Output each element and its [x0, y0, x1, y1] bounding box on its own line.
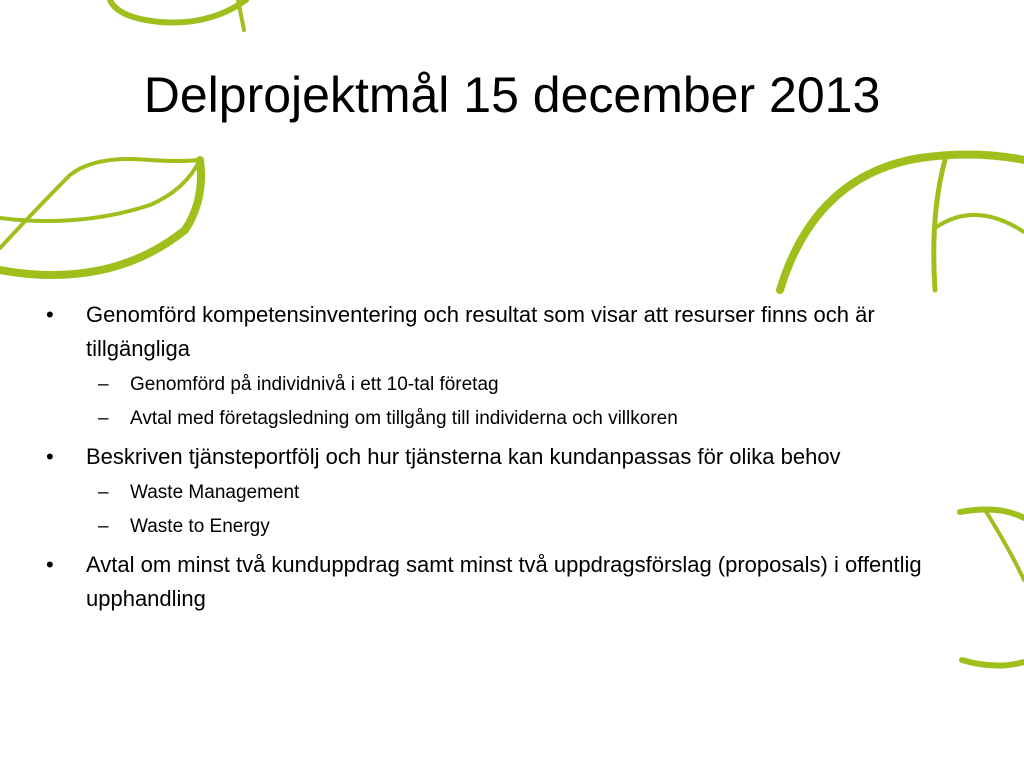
- sub-list-item: [40, 370, 960, 400]
- sub-list-item-text: Waste Management: [130, 482, 300, 503]
- sub-list-item: [40, 478, 960, 508]
- bullet-marker: •: [46, 302, 54, 327]
- list-item: [40, 440, 960, 474]
- list-item-text: Avtal om minst två kunduppdrag samt minst två uppdragsförslag (proposals) i offentlig upphandling: [86, 552, 922, 611]
- sub-list-item-text: Avtal med företagsledning om tillgång till individerna och villkoren: [130, 408, 678, 429]
- sub-list-item: [40, 404, 960, 434]
- bullet-marker: •: [46, 552, 54, 577]
- leaf-stroke: [110, 0, 246, 23]
- slide-title: Delprojektmål 15 december 2013: [143, 67, 881, 123]
- dash-marker: –: [98, 408, 109, 429]
- leaf-stroke: [960, 510, 1024, 518]
- sub-list-item-text: Genomförd på individnivå i ett 10-tal företag: [130, 374, 499, 395]
- leaf-stroke: [985, 510, 1024, 580]
- leaf-stroke: [0, 160, 200, 221]
- list-item: [40, 298, 960, 366]
- leaf-stroke: [780, 154, 1024, 290]
- list-item: [40, 548, 960, 616]
- leaf-stroke: [0, 159, 200, 248]
- sub-list-item: [40, 512, 960, 542]
- leaf-stroke: [962, 660, 1024, 666]
- dash-marker: –: [98, 482, 109, 503]
- dash-marker: –: [98, 374, 109, 395]
- list-item-text: Genomförd kompetensinventering och resultat som visar att resurser finns och är tillgängliga: [86, 302, 875, 361]
- leaf-stroke: [935, 215, 1024, 232]
- bullet-marker: •: [46, 444, 54, 469]
- sub-list-item-text: Waste to Energy: [130, 516, 270, 537]
- dash-marker: –: [98, 516, 109, 537]
- bullet-list: [40, 298, 960, 616]
- list-item-text: Beskriven tjänsteportfölj och hur tjänsterna kan kundanpassas för olika behov: [86, 444, 841, 469]
